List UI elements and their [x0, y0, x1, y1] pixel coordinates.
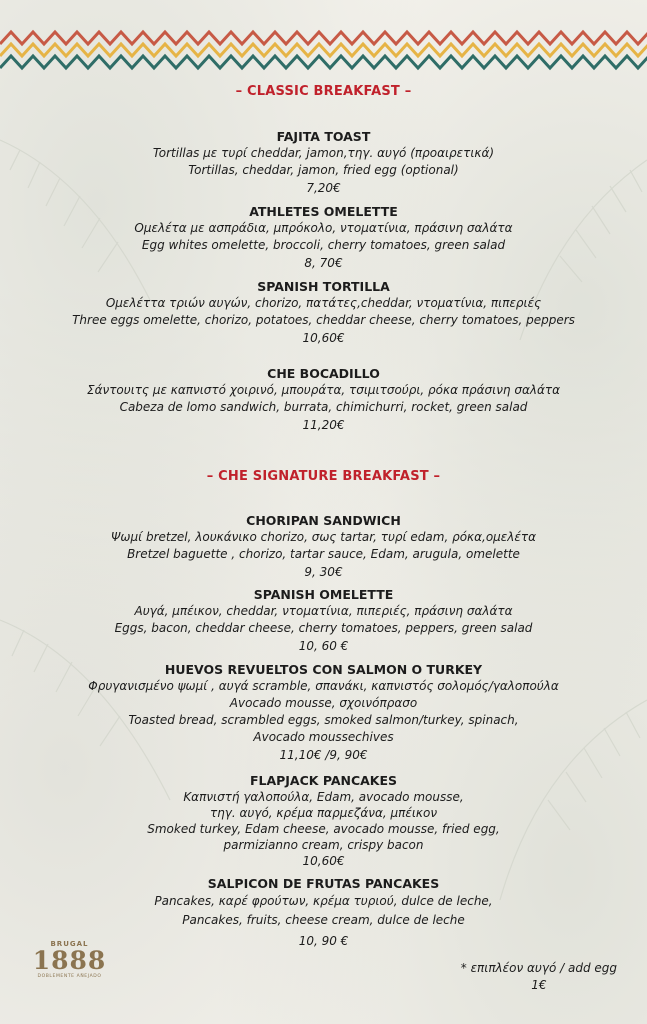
- logo-tagline: DOBLEMENTE AÑEJADO: [37, 974, 102, 979]
- item-description-english: Pancakes, fruits, cheese cream, dulce de leche: [182, 913, 465, 927]
- item-description-english-2: Avocado moussechives: [253, 730, 394, 744]
- item-description-english: Egg whites omelette, broccoli, cherry tomatoes, green salad: [141, 238, 506, 252]
- brugal-logo: [22, 940, 117, 979]
- item-description-greek: Ψωμί bretzel, λουκάνικο chorizo, σως tartar, τυρί edam, ρόκα,ομελέτα: [110, 530, 537, 544]
- zigzag-red-stripe: [0, 32, 647, 44]
- item-price: 10,60€: [302, 854, 345, 868]
- menu-item-fajita-toast: [0, 129, 647, 197]
- item-name: SPANISH OMELETTE: [253, 587, 394, 602]
- item-name: CHE BOCADILLO: [267, 366, 380, 381]
- item-description-greek: Φρυγανισμένο ψωμί , αυγά scramble, σπανάκι, καπνιστός σολομός/γαλοπούλα: [88, 679, 559, 693]
- logo-year: 1888: [32, 946, 107, 975]
- menu-item-huevos-revueltos: [0, 662, 647, 764]
- item-description-greek: Pancakes, καρέ φρούτων, κρέμα τυριού, dulce de leche,: [154, 894, 493, 908]
- item-description-english: Tortillas, cheddar, jamon, fried egg (optional): [188, 163, 459, 177]
- logo-brand: BRUGAL: [50, 940, 89, 948]
- item-description-greek: Tortillas με τυρί cheddar, jamon,τηγ. αυγό (προαιρετικά): [152, 146, 495, 160]
- item-name: SALPICON DE FRUTAS PANCAKES: [207, 876, 440, 891]
- section-title-classic-breakfast: – CLASSIC BREAKFAST –: [235, 84, 412, 99]
- item-description-english: Cabeza de lomo sandwich, burrata, chimichurri, rocket, green salad: [119, 400, 528, 414]
- item-description-english: Toasted bread, scrambled eggs, smoked salmon/turkey, spinach,: [128, 713, 519, 727]
- zigzag-border: [0, 28, 647, 76]
- item-description-english: Three eggs omelette, chorizo, potatoes, cheddar cheese, cherry tomatoes, peppers: [72, 313, 575, 327]
- item-name: FAJITA TOAST: [276, 129, 371, 144]
- menu-item-flapjack-pancakes: [0, 773, 647, 869]
- item-description-greek: Καπνιστή γαλοπούλα, Edam, avocado mousse,: [183, 790, 464, 804]
- item-name: FLAPJACK PANCAKES: [249, 773, 398, 788]
- extra-egg-note: [461, 960, 617, 994]
- item-price: 11,10€ /9, 90€: [279, 748, 368, 762]
- section-title-signature-breakfast: – CHE SIGNATURE BREAKFAST –: [206, 469, 441, 484]
- menu-item-spanish-omelette: [0, 587, 647, 655]
- item-description-greek: Ομελέτα με ασπράδια, μπρόκολο, ντοματίνια, πράσινη σαλάτα: [134, 221, 513, 235]
- item-description-greek-2: τηγ. αυγό, κρέμα παρμεζάνα, μπέικον: [209, 806, 438, 820]
- item-description-english: Eggs, bacon, cheddar cheese, cherry tomatoes, peppers, green salad: [114, 621, 533, 635]
- item-price: 10, 90 €: [298, 934, 349, 948]
- item-description-greek: Αυγά, μπέικον, cheddar, ντοματίνια, πιπεριές, πράσινη σαλάτα: [134, 604, 513, 618]
- item-price: 8, 70€: [304, 256, 343, 270]
- item-description-greek: Σάντουιτς με καπνιστό χοιρινό, μπουράτα, τσιμιτσούρι, ρόκα πράσινη σαλάτα: [87, 383, 560, 397]
- item-description-english: Smoked turkey, Edam cheese, avocado mousse, fried egg,: [147, 822, 500, 836]
- menu-item-spanish-tortilla: [0, 279, 647, 347]
- item-name: CHORIPAN SANDWICH: [246, 513, 401, 528]
- item-price: 7,20€: [306, 181, 341, 195]
- item-price: 9, 30€: [304, 565, 343, 579]
- extra-egg-note-text: * επιπλέον αυγό / add egg: [460, 961, 617, 975]
- item-name: SPANISH TORTILLA: [257, 279, 390, 294]
- item-description-english: Bretzel baguette , chorizo, tartar sauce, Edam, arugula, omelette: [127, 547, 520, 561]
- item-description-greek-2: Avocado mousse, σχοινόπρασο: [229, 696, 418, 710]
- item-name: HUEVOS REVUELTOS CON SALMON O TURKEY: [164, 662, 483, 677]
- item-description-english-2: parmizianno cream, crispy bacon: [223, 838, 424, 852]
- menu-item-choripan-sandwich: [0, 513, 647, 581]
- menu-item-che-bocadillo: [0, 366, 647, 434]
- item-price: 10,60€: [302, 331, 345, 345]
- item-price: 11,20€: [302, 418, 345, 432]
- extra-egg-note-price: 1€: [531, 978, 547, 992]
- item-name: ATHLETES OMELETTE: [249, 204, 398, 219]
- menu-item-athletes-omelette: [0, 204, 647, 272]
- item-description-greek: Ομελέττα τριών αυγών, chorizo, πατάτες,cheddar, ντοματίνια, πιπεριές: [105, 296, 542, 310]
- item-price: 10, 60 €: [298, 639, 349, 653]
